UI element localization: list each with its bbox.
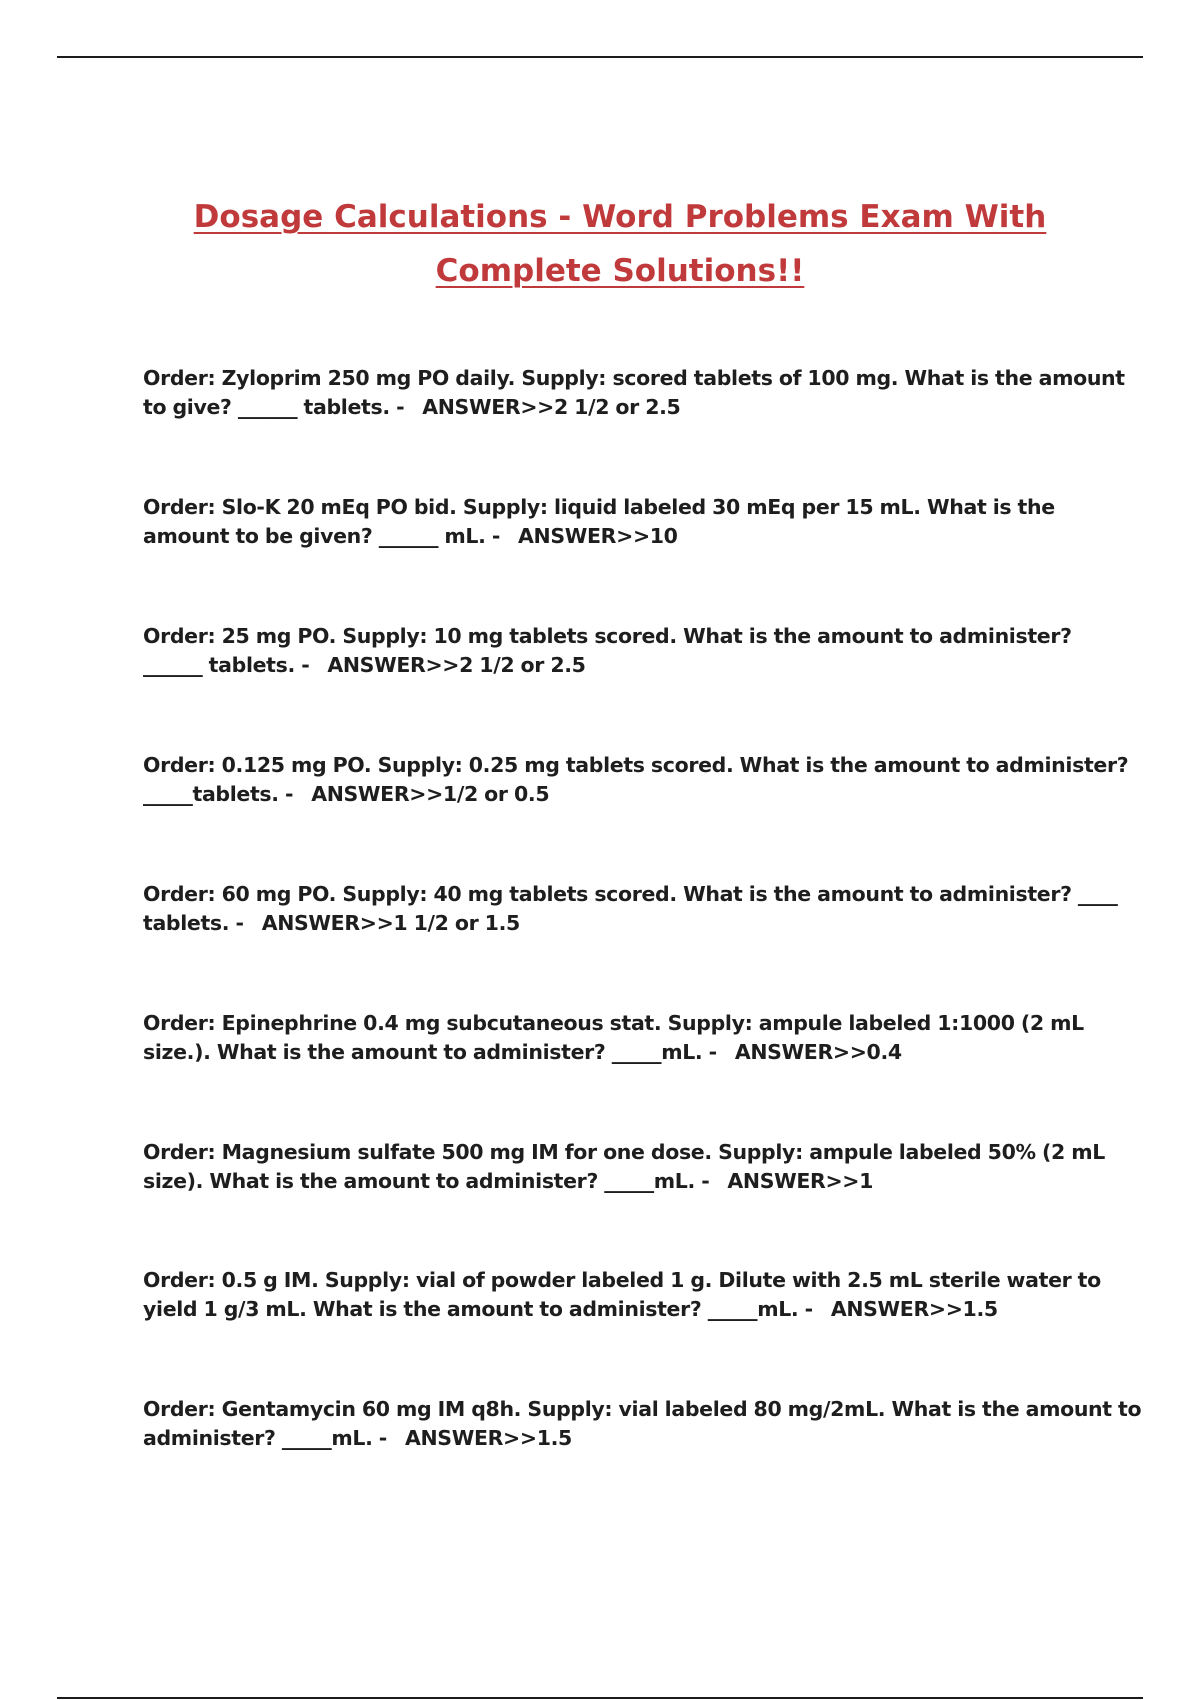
question-item [143, 880, 1118, 938]
answer-text: ANSWER>>1.5 [830, 1297, 998, 1321]
question-text: Order: Zyloprim 250 mg PO daily. Supply: scored tablets of 100 mg. What is the amount [143, 366, 1125, 390]
question-text: Order: 0.125 mg PO. Supply: 0.25 mg tablets scored. What is the amount to administer? [143, 753, 1129, 777]
question-text-continued: size.). What is the amount to administer? _____mL. - [143, 1040, 717, 1064]
document-title [120, 190, 1120, 298]
answer-text: ANSWER>>10 [518, 524, 678, 548]
top-rule [57, 56, 1143, 58]
question-item [143, 493, 1108, 551]
question-text-continued: amount to be given? ______ mL. - [143, 524, 501, 548]
question-text: Order: Magnesium sulfate 500 mg IM for one dose. Supply: ampule labeled 50% (2 mL [143, 1140, 1105, 1164]
answer-text: ANSWER>>1 1/2 or 1.5 [261, 911, 520, 935]
question-item [143, 1395, 1142, 1453]
question-text: Order: Epinephrine 0.4 mg subcutaneous stat. Supply: ampule labeled 1:1000 (2 mL [143, 1011, 1084, 1035]
question-text: Order: Gentamycin 60 mg IM q8h. Supply: vial labeled 80 mg/2mL. What is the amount to [143, 1397, 1142, 1421]
answer-text: ANSWER>>1/2 or 0.5 [311, 782, 550, 806]
question-text: Order: 0.5 g IM. Supply: vial of powder labeled 1 g. Dilute with 2.5 mL sterile water to [143, 1268, 1101, 1292]
title-line-1: Dosage Calculations - Word Problems Exam With [193, 199, 1047, 235]
question-item [143, 1009, 1108, 1067]
question-text-continued: size). What is the amount to administer? _____mL. - [143, 1169, 710, 1193]
answer-text: ANSWER>>2 1/2 or 2.5 [327, 653, 586, 677]
question-text: Order: 60 mg PO. Supply: 40 mg tablets scored. What is the amount to administer? ____ [143, 882, 1118, 906]
answer-text: ANSWER>>0.4 [734, 1040, 902, 1064]
question-text-continued: yield 1 g/3 mL. What is the amount to administer? _____mL. - [143, 1297, 813, 1321]
question-text: Order: Slo-K 20 mEq PO bid. Supply: liquid labeled 30 mEq per 15 mL. What is the [143, 495, 1055, 519]
question-item [143, 622, 1108, 680]
question-item [143, 364, 1125, 422]
question-text-continued: administer? _____mL. - [143, 1426, 387, 1450]
question-text-continued: to give? ______ tablets. - [143, 395, 405, 419]
question-text: Order: 25 mg PO. Supply: 10 mg tablets scored. What is the amount to administer? [143, 624, 1072, 648]
question-text-continued: ______ tablets. - [143, 653, 310, 677]
question-item [143, 751, 1129, 809]
question-item [143, 1138, 1108, 1196]
question-text-continued: _____tablets. - [143, 782, 294, 806]
question-text-continued: tablets. - [143, 911, 244, 935]
question-item [143, 1266, 1108, 1324]
answer-text: ANSWER>>2 1/2 or 2.5 [422, 395, 681, 419]
title-line-2: Complete Solutions!! [435, 253, 805, 289]
answer-text: ANSWER>>1.5 [404, 1426, 572, 1450]
answer-text: ANSWER>>1 [727, 1169, 874, 1193]
bottom-rule [57, 1697, 1143, 1699]
